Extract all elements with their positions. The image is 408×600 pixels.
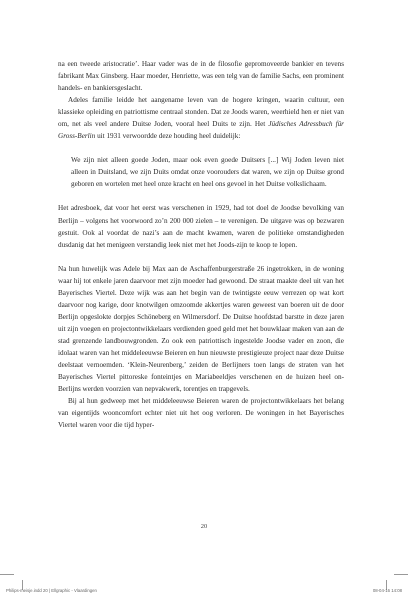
book-title-italic: Jüdisches Adressbuch für Gross-Berlin: [58, 120, 344, 141]
page-number: 20: [200, 523, 208, 530]
paragraph: [58, 94, 344, 142]
paragraph-text: Adeles familie leidde het aangename leven van de hogere kringen, waarin cultuur, een klassieke opleiding en patriottisme centraal stonden. Dat ze Joods waren, weerhield hen er niet van om, net als veel andere Duitse Joden, vooral heel Duits te zijn. Het: [58, 96, 344, 129]
slug-file-info: Philips-meisje.indd 20 | Ellgraphic - Vlaardingen: [6, 588, 97, 593]
crop-mark: [0, 574, 14, 575]
paragraph: Na hun huwelijk was Adele bij Max aan de Aschaffenburgerstraße 26 ingetrokken, in de woning waar hij tot enkele jaren daarvoor met zijn moeder had gewoond. De straat maakte deel uit van het Bayerisches Viertel. Deze wijk was aan het begin van de twintigste eeuw verrezen op wat kort daarvoor nog karige, door knotwilgen omzoomde akkertjes waren geweest van boeren uit de door Berlijn opgeslokte dorpjes Schöneberg en Wilmersdorf. De Duitse hoofdstad barstte in deze jaren uit zijn voegen en projectontwikkelaars verdienden goed geld met het bouwklaar maken van aan de stad grenzende landbouwgronden. Zo ook een patriottisch ingestelde Joodse vader en zoon, die idolaat waren van het middeleeuwse Beieren en hun nieuwste prestigieuze project naar deze Duitse deelstaat vernoemden. ‘Klein-Neurenberg,’ zeiden de Berlijners toen langs de straten van het Bayerisches Viertel pittoreske fonteintjes en Mariabeeldjes verschenen en de huizen heel on-Berlijns werden voorzien van nepvakwerk, torentjes en trapgevels.: [58, 264, 344, 394]
slug-timestamp: 08-04-16 14:08: [372, 588, 402, 593]
block-quote: We zijn niet alleen goede Joden, maar ook even goede Duitsers [...] Wij Joden leven niet alleen in Duitsland, we zijn Duits omdat onze voorouders dat waren, we zijn op Duitse grond geboren en wortelen met heel onze kracht en heel ons gevoel in het Duitse volkslichaam.: [71, 156, 344, 189]
paragraph: Bij al hun gedweep met het middeleeuwse Beieren waren de projectontwikkelaars het belang van eigentijds wooncomfort echter niet uit het oog verloren. De woningen in het Bayerisches Viertel waren voor die tijd hyper-: [58, 397, 344, 430]
paragraph: na een tweede aristocratie’. Haar vader was de in de filosofie gepromoveerde bankier en tevens fabrikant Max Ginsberg. Haar moeder, Henriette, was een telg van de familie Sachs, een prominent handels- en bankiersgeslacht.: [58, 60, 344, 93]
body-text: [58, 58, 344, 431]
paragraph: Het adresboek, dat voor het eerst was verschenen in 1929, had tot doel de Joodse bevolking van Berlijn – volgens het voorwoord zo’n 200 000 zielen – te verenigen. De uitgave was op bezwaren gestuit. Ook al voordat de nazi’s aan de macht kwamen, waren de politieke omstandigheden dusdanig dat het menigeen verstandig leek niet met het Joods-zijn te koop te lopen.: [58, 204, 344, 249]
paragraph-text: uit 1931 verwoordde deze houding heel duidelijk:: [95, 132, 241, 141]
printer-slug: [6, 588, 402, 596]
crop-mark: [394, 574, 408, 575]
